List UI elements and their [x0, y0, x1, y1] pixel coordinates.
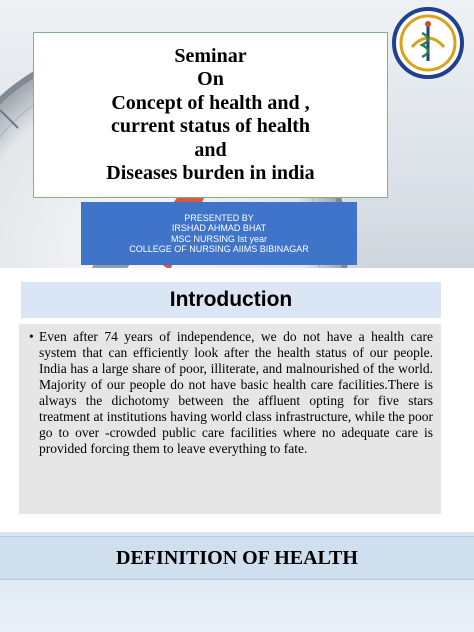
title-box — [33, 32, 388, 198]
bullet-item — [29, 329, 433, 457]
presenter-line-1: PRESENTED BY — [184, 212, 254, 223]
presenter-box — [81, 202, 357, 265]
presenter-line-2: IRSHAD AHMAD BHAT — [171, 223, 267, 233]
title-slide — [0, 0, 474, 268]
presenter-line-3: MSC NURSING Ist year — [170, 233, 267, 244]
title-line-6: Diseases burden in india — [106, 162, 315, 184]
definition-slide — [0, 532, 474, 632]
introduction-heading: Introduction — [21, 282, 441, 318]
title-line-5: and — [194, 138, 227, 161]
presenter-line-4: COLLEGE OF NURSING AIIMS BIBINAGAR — [129, 244, 309, 254]
aiims-logo — [392, 7, 464, 79]
bullet-symbol: • — [29, 329, 34, 344]
bullet-text: Even after 74 years of independence, we do not have a health care system that can efficiently look after the health status of our people. India has a large share of poor, illiterate, and malnourished of the world. Majority of our people do not have basic health care facilities.There is always the dichotomy between the affluent opting for five stars treatment at institutions having world class infrastructure, while the poor go to over -crowded public care facilities where no adequate care is provided forcing them to leave everything to fate. — [39, 329, 433, 456]
title-line-2: On — [197, 68, 224, 90]
introduction-slide — [0, 270, 474, 528]
introduction-body — [19, 324, 441, 514]
title-line-3: Concept of health and , — [111, 91, 310, 114]
definition-heading: DEFINITION OF HEALTH — [0, 536, 474, 580]
title-line-4: current status of health — [110, 115, 311, 137]
title-line-1: Seminar — [174, 44, 247, 67]
